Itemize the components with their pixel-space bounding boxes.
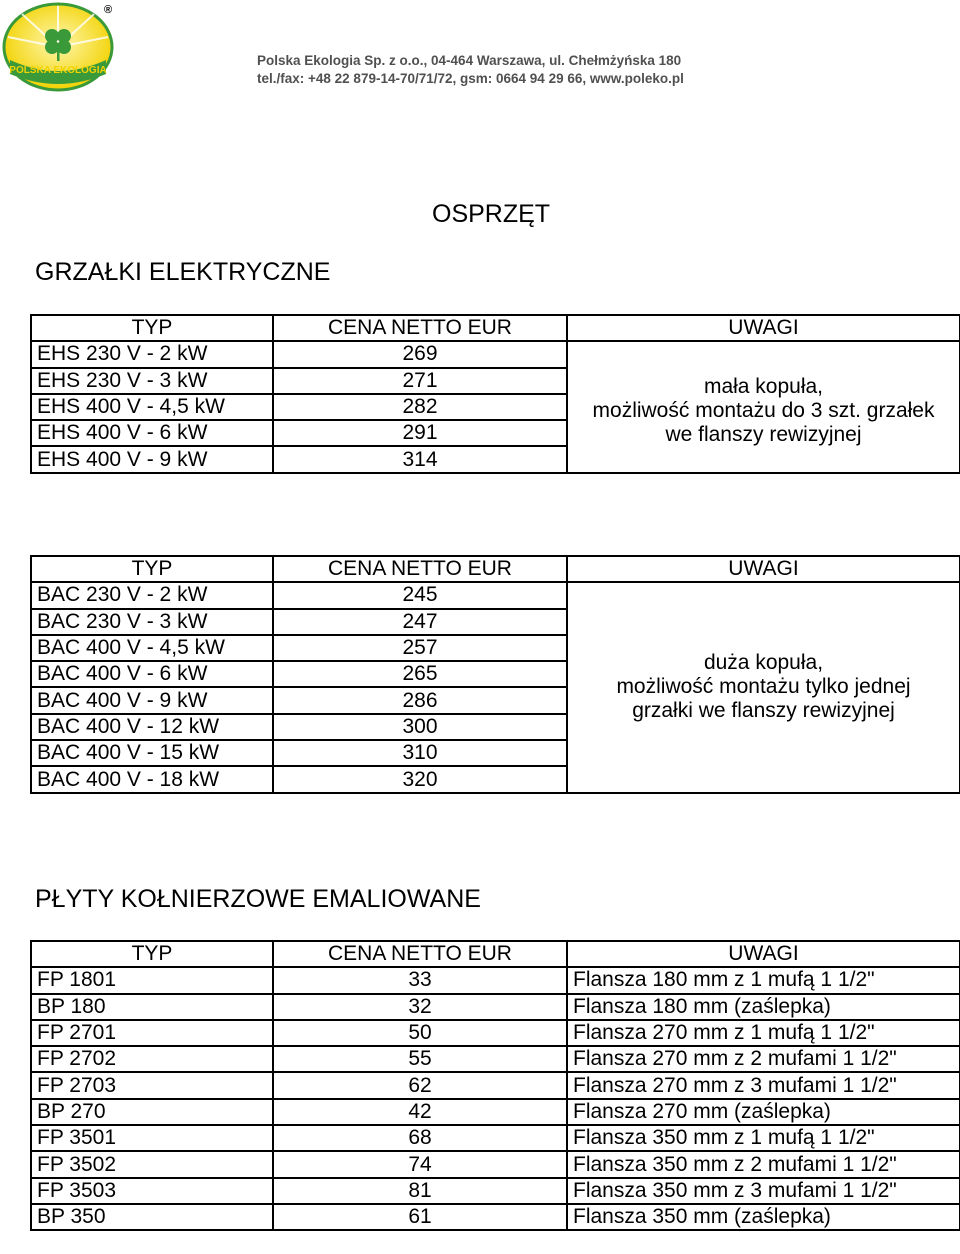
column-header-price: CENA NETTO EUR (273, 315, 567, 341)
cell-notes: Flansza 270 mm (zaślepka) (567, 1099, 960, 1125)
cell-price: 310 (273, 740, 567, 766)
cell-typ: BAC 400 V - 4,5 kW (31, 635, 273, 661)
table-row (31, 1046, 960, 1072)
cell-typ: EHS 400 V - 9 kW (31, 446, 273, 472)
cell-notes (567, 341, 960, 472)
column-header-typ: TYP (31, 941, 273, 967)
table-header-row (31, 941, 960, 967)
cell-typ: FP 2703 (31, 1072, 273, 1098)
note-line: mała kopuła, (703, 375, 824, 399)
table-flanges (30, 940, 960, 1231)
cell-price: 320 (273, 766, 567, 792)
table-row (31, 1020, 960, 1046)
cell-typ: FP 2701 (31, 1020, 273, 1046)
note-line: możliwość montażu do 3 szt. grzałek (592, 399, 935, 423)
cell-notes: Flansza 180 mm z 1 mufą 1 1/2" (567, 967, 960, 993)
column-header-notes: UWAGI (567, 941, 960, 967)
company-contact: tel./fax: +48 22 879-14-70/71/72, gsm: 0664 94 29 66, www.poleko.pl (257, 71, 684, 86)
cell-price: 42 (273, 1099, 567, 1125)
column-header-typ: TYP (31, 556, 273, 582)
table-row (31, 1204, 960, 1230)
cell-typ: BP 180 (31, 994, 273, 1020)
cell-price: 269 (273, 341, 567, 367)
cell-price: 247 (273, 609, 567, 635)
cell-notes (567, 582, 960, 792)
cell-typ: FP 2702 (31, 1046, 273, 1072)
cell-typ: BAC 230 V - 2 kW (31, 582, 273, 608)
cell-typ: BAC 400 V - 6 kW (31, 661, 273, 687)
svg-text:POLSKA EKOLOGIA: POLSKA EKOLOGIA (9, 65, 107, 76)
page-title: OSPRZĘT (432, 200, 551, 228)
note-line: we flanszy rewizyjnej (665, 423, 862, 447)
cell-typ: FP 3501 (31, 1125, 273, 1151)
table-row (31, 1099, 960, 1125)
cell-price: 291 (273, 420, 567, 446)
cell-notes: Flansza 270 mm z 2 mufami 1 1/2" (567, 1046, 960, 1072)
cell-typ: BAC 400 V - 18 kW (31, 766, 273, 792)
table-bac-heaters (30, 555, 960, 794)
column-header-price: CENA NETTO EUR (273, 941, 567, 967)
table-row (31, 582, 960, 608)
cell-price: 314 (273, 446, 567, 472)
cell-price: 68 (273, 1125, 567, 1151)
cell-typ: EHS 400 V - 6 kW (31, 420, 273, 446)
table-row (31, 1151, 960, 1177)
note-line: duża kopuła, (703, 651, 824, 675)
cell-price: 257 (273, 635, 567, 661)
cell-notes: Flansza 180 mm (zaślepka) (567, 994, 960, 1020)
table-ehs-heaters (30, 314, 960, 474)
cell-typ: BP 350 (31, 1204, 273, 1230)
section-title-flanges: PŁYTY KOŁNIERZOWE EMALIOWANE (35, 885, 481, 913)
cell-typ: EHS 230 V - 2 kW (31, 341, 273, 367)
cell-price: 55 (273, 1046, 567, 1072)
table-header-row (31, 315, 960, 341)
table-row (31, 1178, 960, 1204)
cell-notes: Flansza 350 mm (zaślepka) (567, 1204, 960, 1230)
cell-notes: Flansza 270 mm z 1 mufą 1 1/2" (567, 1020, 960, 1046)
cell-price: 300 (273, 714, 567, 740)
cell-notes: Flansza 350 mm z 1 mufą 1 1/2" (567, 1125, 960, 1151)
table-row (31, 967, 960, 993)
column-header-price: CENA NETTO EUR (273, 556, 567, 582)
cell-price: 62 (273, 1072, 567, 1098)
cell-price: 282 (273, 394, 567, 420)
cell-price: 32 (273, 994, 567, 1020)
cell-price: 265 (273, 661, 567, 687)
column-header-typ: TYP (31, 315, 273, 341)
cell-typ: FP 3502 (31, 1151, 273, 1177)
column-header-notes: UWAGI (567, 556, 960, 582)
cell-typ: EHS 400 V - 4,5 kW (31, 394, 273, 420)
cell-price: 286 (273, 687, 567, 713)
company-address: Polska Ekologia Sp. z o.o., 04-464 Warszawa, ul. Chełmżyńska 180 (257, 53, 682, 68)
cell-price: 245 (273, 582, 567, 608)
cell-typ: BAC 230 V - 3 kW (31, 609, 273, 635)
cell-price: 33 (273, 967, 567, 993)
cell-typ: FP 3503 (31, 1178, 273, 1204)
cell-notes: Flansza 350 mm z 3 mufami 1 1/2" (567, 1178, 960, 1204)
cell-typ: FP 1801 (31, 967, 273, 993)
note-line: grzałki we flanszy rewizyjnej (632, 699, 895, 723)
table-header-row (31, 556, 960, 582)
polska-ekologia-logo (2, 2, 114, 92)
cell-typ: EHS 230 V - 3 kW (31, 368, 273, 394)
column-header-notes: UWAGI (567, 315, 960, 341)
cell-price: 74 (273, 1151, 567, 1177)
cell-typ: BAC 400 V - 15 kW (31, 740, 273, 766)
cell-typ: BAC 400 V - 12 kW (31, 714, 273, 740)
cell-typ: BAC 400 V - 9 kW (31, 687, 273, 713)
registered-mark: ® (104, 4, 113, 16)
cell-typ: BP 270 (31, 1099, 273, 1125)
cell-price: 50 (273, 1020, 567, 1046)
table-row (31, 1125, 960, 1151)
section-title-heaters: GRZAŁKI ELEKTRYCZNE (35, 258, 331, 286)
note-line: możliwość montażu tylko jednej (616, 675, 911, 699)
table-row (31, 994, 960, 1020)
cell-price: 61 (273, 1204, 567, 1230)
cell-price: 81 (273, 1178, 567, 1204)
cell-price: 271 (273, 368, 567, 394)
company-info (257, 52, 684, 88)
cell-notes: Flansza 350 mm z 2 mufami 1 1/2" (567, 1151, 960, 1177)
table-row (31, 341, 960, 367)
cell-notes: Flansza 270 mm z 3 mufami 1 1/2" (567, 1072, 960, 1098)
table-row (31, 1072, 960, 1098)
